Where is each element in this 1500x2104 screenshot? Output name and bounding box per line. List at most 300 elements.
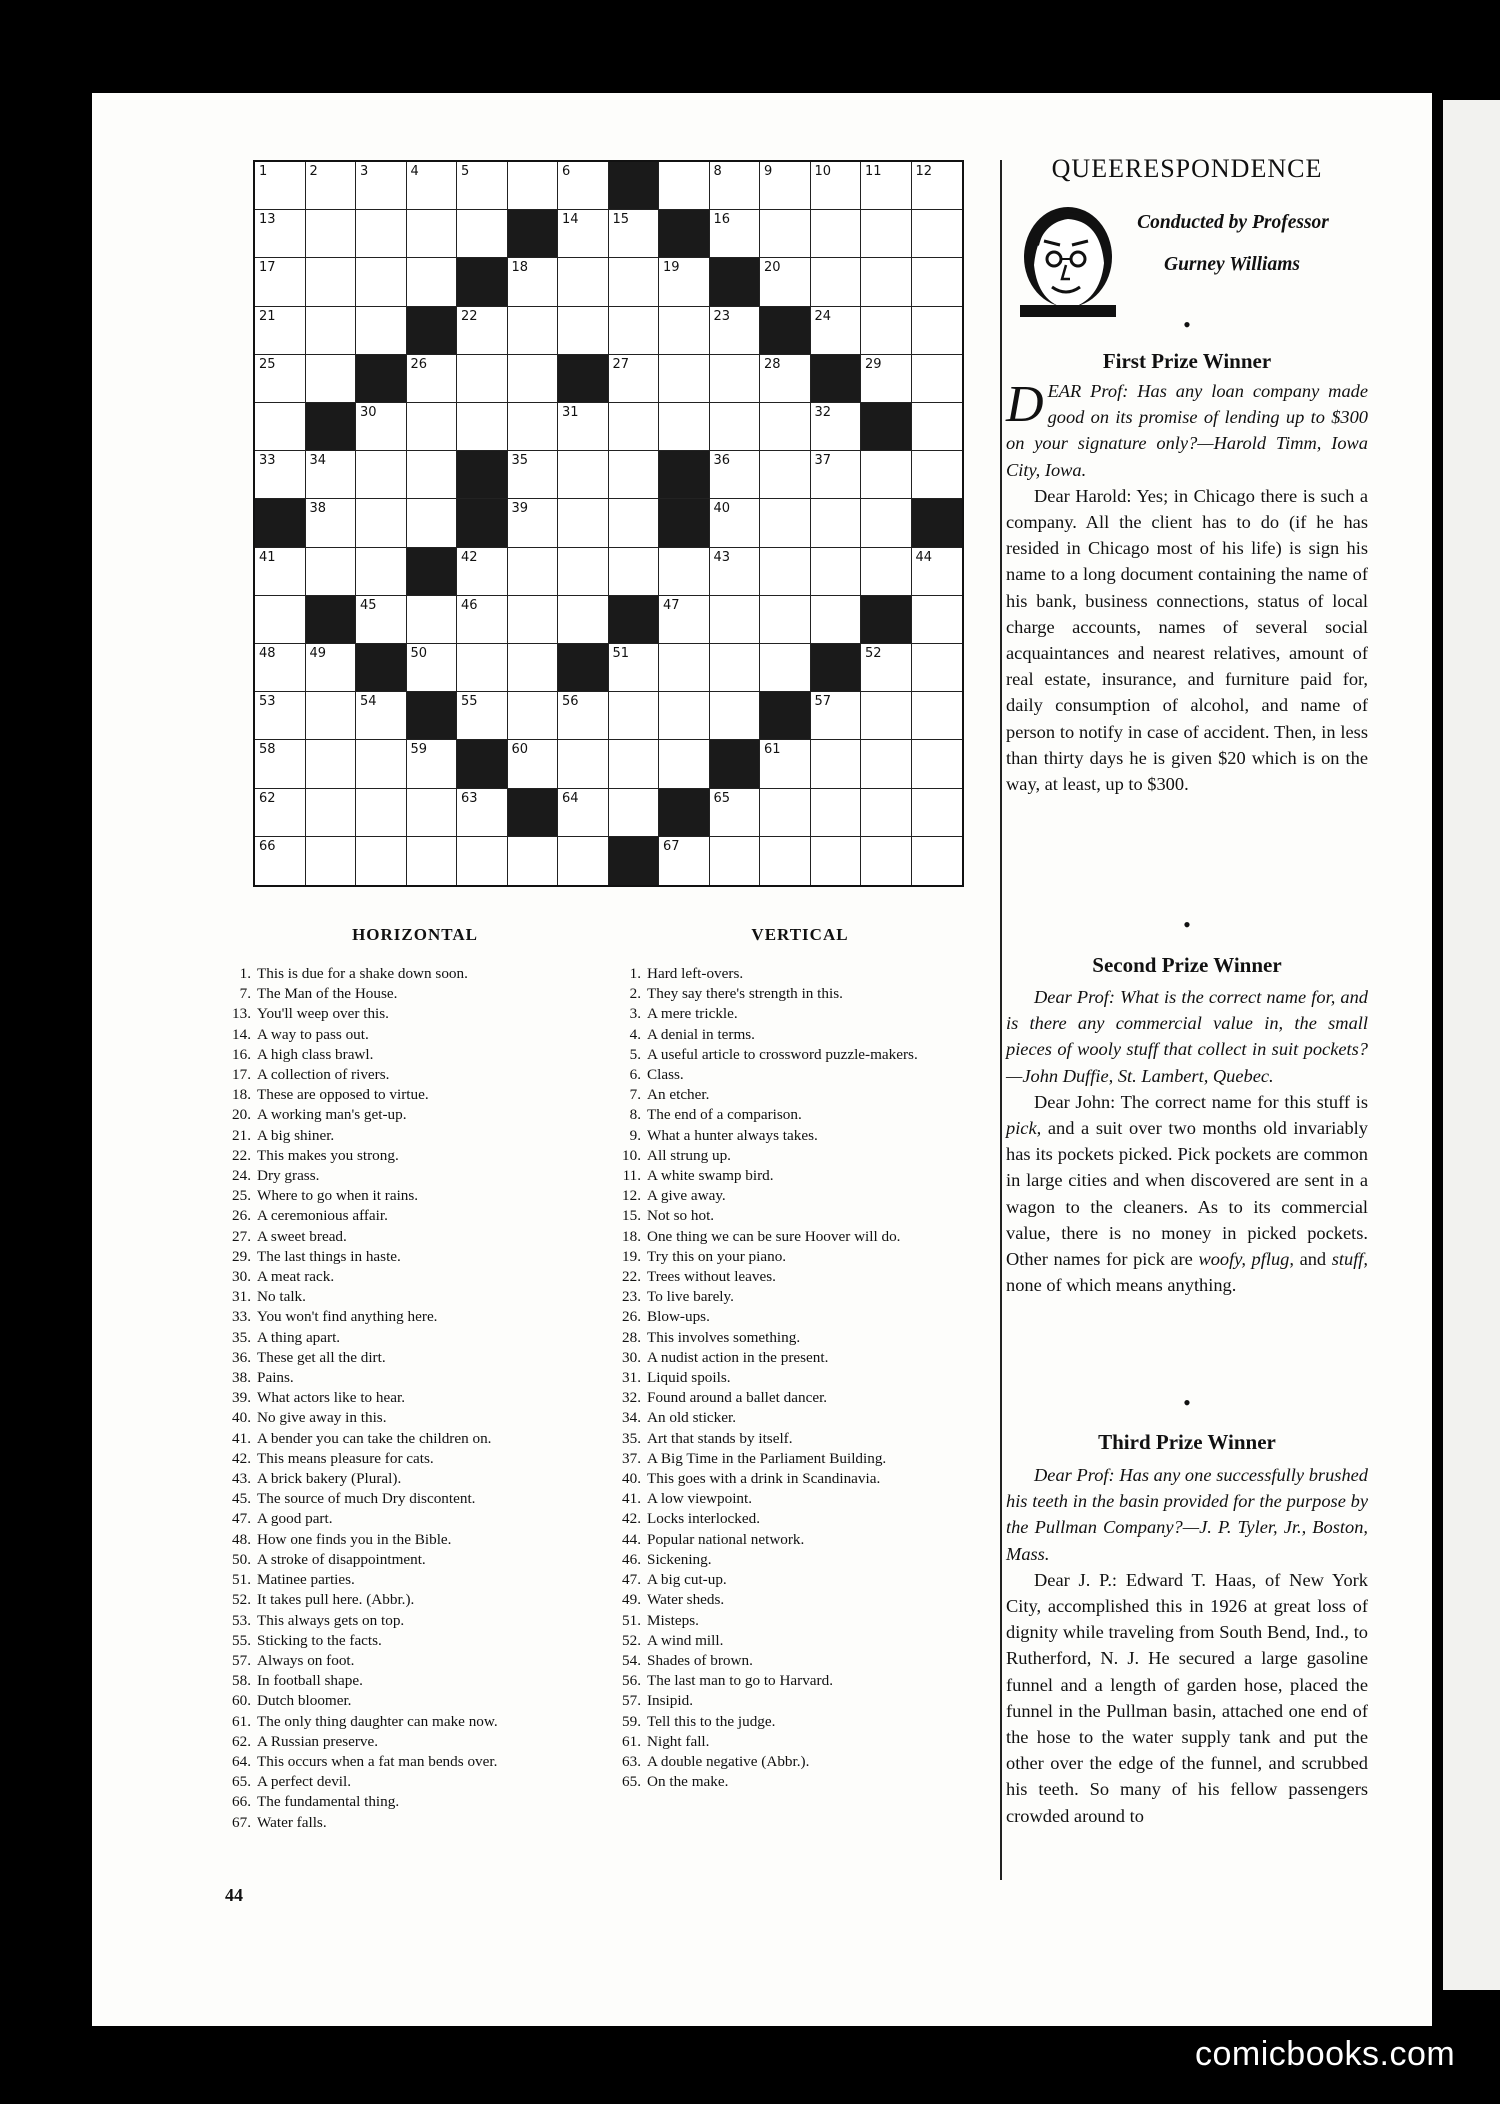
clue-text: Insipid. xyxy=(647,1692,693,1710)
clue-text: A thing apart. xyxy=(257,1328,341,1346)
cell-number: 47 xyxy=(663,597,680,613)
cell-number: 10 xyxy=(814,164,832,179)
cell-number: 56 xyxy=(562,694,579,710)
clue-number: 19. xyxy=(622,1247,641,1265)
clue-number: 35. xyxy=(232,1328,251,1346)
cell-number: 21 xyxy=(259,308,276,324)
cell-number: 62 xyxy=(259,790,276,806)
clue-number: 2. xyxy=(629,985,641,1003)
queerespondence-column xyxy=(1004,150,1370,184)
clue-number: 33. xyxy=(232,1308,251,1326)
vertical-clue xyxy=(605,1065,980,1085)
horizontal-clue xyxy=(215,1590,591,1610)
cell-number: 18 xyxy=(511,260,529,276)
crossword-cell xyxy=(306,162,357,210)
clue-number: 31. xyxy=(622,1369,641,1387)
clue-text: A give away. xyxy=(647,1187,726,1205)
clue-text: A brick bakery (Plural). xyxy=(257,1470,402,1488)
clue-number: 61. xyxy=(232,1712,251,1730)
crossword-cell xyxy=(710,403,761,451)
clue-number: 57. xyxy=(622,1692,641,1710)
clue-number: 65. xyxy=(622,1773,641,1791)
clue-text: No give away in this. xyxy=(257,1409,387,1427)
clue-number: 6. xyxy=(629,1066,641,1084)
vertical-clue xyxy=(605,1772,980,1792)
black-square xyxy=(609,596,660,644)
clue-number: 44. xyxy=(622,1530,641,1548)
clue-number: 41. xyxy=(232,1429,251,1447)
cell-number: 45 xyxy=(360,597,377,613)
crossword-cell xyxy=(508,307,559,355)
crossword-cell xyxy=(710,548,761,596)
crossword-cell xyxy=(407,451,458,499)
black-square xyxy=(659,451,710,499)
vertical-clue xyxy=(605,1025,980,1045)
clue-text: Night fall. xyxy=(647,1732,710,1750)
vertical-clue xyxy=(605,1509,980,1529)
black-square xyxy=(811,355,862,403)
cell-number: 32 xyxy=(814,405,832,420)
crossword-cell xyxy=(710,307,761,355)
horizontal-clue xyxy=(215,1247,591,1267)
clue-text: It takes pull here. (Abbr.). xyxy=(257,1591,415,1609)
clue-text: A perfect devil. xyxy=(257,1773,352,1791)
clue-text: Water falls. xyxy=(257,1813,327,1831)
clue-number: 21. xyxy=(232,1126,251,1144)
cell-number: 38 xyxy=(309,501,327,517)
clue-text: This means pleasure for cats. xyxy=(257,1449,434,1467)
vertical-clue xyxy=(605,1691,980,1711)
crossword-cell xyxy=(861,307,912,355)
cell-number: 63 xyxy=(461,790,478,806)
second-prize-question: Dear Prof: What is the correct name for, and is there any commercial value in, the small pieces of wooly stuff that collect in suit pockets?—John Duffie, St. Lambert, Quebec. xyxy=(1006,987,1368,1086)
crossword-cell xyxy=(306,548,357,596)
crossword-cell xyxy=(255,451,306,499)
clue-number: 30. xyxy=(232,1268,251,1286)
crossword-cell xyxy=(255,258,306,306)
cell-number: 17 xyxy=(259,260,276,276)
crossword-cell xyxy=(558,162,609,210)
crossword-grid xyxy=(253,160,964,887)
clue-text: Trees without leaves. xyxy=(647,1268,776,1286)
horizontal-clue xyxy=(215,1348,591,1368)
clue-number: 22. xyxy=(622,1268,641,1286)
horizontal-clue xyxy=(215,1328,591,1348)
crossword-cell xyxy=(659,355,710,403)
crossword-cell xyxy=(356,499,407,547)
cell-number: 26 xyxy=(410,356,428,372)
clue-number: 13. xyxy=(232,1005,251,1023)
crossword-cell xyxy=(609,499,660,547)
crossword-cell xyxy=(811,837,862,885)
horizontal-clue xyxy=(215,1631,591,1651)
clue-number: 7. xyxy=(239,985,251,1003)
cell-number: 22 xyxy=(461,308,478,324)
clue-text: A big cut-up. xyxy=(647,1571,727,1589)
crossword-cell xyxy=(306,789,357,837)
clue-text: All strung up. xyxy=(647,1146,731,1164)
crossword-cell xyxy=(407,162,458,210)
clue-text: A meat rack. xyxy=(257,1268,335,1286)
clue-text: Always on foot. xyxy=(257,1651,355,1669)
clue-number: 37. xyxy=(622,1449,641,1467)
clue-number: 49. xyxy=(622,1591,641,1609)
clue-number: 15. xyxy=(622,1207,641,1225)
first-prize-question: EAR Prof: Has any loan company made good on its promise of lending up to $300 on your signature only?—Harold Timm, Iowa City, Iowa. xyxy=(1006,381,1368,480)
clue-text: These are opposed to virtue. xyxy=(257,1086,429,1104)
clue-number: 39. xyxy=(232,1389,251,1407)
clue-number: 7. xyxy=(629,1086,641,1104)
clue-number: 27. xyxy=(232,1227,251,1245)
first-prize-heading: First Prize Winner xyxy=(1102,349,1272,373)
crossword-cell xyxy=(558,596,609,644)
crossword-cell xyxy=(306,837,357,885)
crossword-cell xyxy=(861,644,912,692)
crossword-cell xyxy=(457,307,508,355)
clue-text: How one finds you in the Bible. xyxy=(257,1530,452,1548)
horizontal-clue xyxy=(215,1105,591,1125)
crossword-cell xyxy=(912,740,963,788)
professor-portrait xyxy=(1014,205,1122,317)
black-square xyxy=(558,644,609,692)
horizontal-clue xyxy=(215,1267,591,1287)
clue-text: You'll weep over this. xyxy=(257,1005,389,1023)
clue-text: A low viewpoint. xyxy=(647,1490,753,1508)
clue-text: Hard left-overs. xyxy=(647,965,744,982)
crossword-cell xyxy=(255,403,306,451)
horizontal-clue xyxy=(215,1388,591,1408)
cell-number: 36 xyxy=(713,453,731,469)
crossword-cell xyxy=(811,548,862,596)
crossword-cells xyxy=(255,162,962,885)
crossword-cell xyxy=(407,499,458,547)
clue-text: Locks interlocked. xyxy=(647,1510,761,1528)
crossword-cell xyxy=(760,789,811,837)
crossword-cell xyxy=(609,548,660,596)
crossword-cell xyxy=(457,210,508,258)
horizontal-clue xyxy=(215,1671,591,1691)
crossword-cell xyxy=(356,548,407,596)
clue-text: The fundamental thing. xyxy=(257,1793,400,1811)
vertical-clue xyxy=(605,1388,980,1408)
cell-number: 23 xyxy=(713,308,731,324)
vertical-clue xyxy=(605,1126,980,1146)
crossword-cell xyxy=(457,596,508,644)
crossword-cell xyxy=(356,596,407,644)
crossword-cell xyxy=(407,789,458,837)
crossword-cell xyxy=(306,307,357,355)
clue-number: 32. xyxy=(622,1389,641,1407)
clue-number: 42. xyxy=(622,1510,641,1528)
cell-number: 50 xyxy=(410,646,428,661)
cell-number: 4 xyxy=(410,164,419,179)
crossword-cell xyxy=(710,789,761,837)
crossword-cell xyxy=(558,740,609,788)
clue-text: Try this on your piano. xyxy=(647,1247,787,1265)
cell-number: 42 xyxy=(461,549,478,565)
cell-number: 53 xyxy=(259,694,276,710)
horizontal-clue xyxy=(215,1489,591,1509)
horizontal-clue xyxy=(215,1025,591,1045)
cell-number: 34 xyxy=(309,453,327,469)
vertical-clue xyxy=(605,1732,980,1752)
vertical-clue xyxy=(605,1408,980,1428)
conducted-by-line2: Gurney Williams xyxy=(1164,254,1300,275)
horizontal-heading: HORIZONTAL xyxy=(352,925,478,944)
cell-number: 54 xyxy=(360,694,377,710)
cell-number: 24 xyxy=(814,308,832,324)
crossword-cell xyxy=(558,258,609,306)
clue-text: The source of much Dry discontent. xyxy=(257,1490,476,1508)
vertical-clue xyxy=(605,1227,980,1247)
clue-number: 25. xyxy=(232,1187,251,1205)
horizontal-clue xyxy=(215,1146,591,1166)
clue-text: A ceremonious affair. xyxy=(257,1207,388,1225)
second-answer-pick: pick, xyxy=(1006,1118,1042,1139)
crossword-cell xyxy=(659,258,710,306)
black-square xyxy=(306,403,357,451)
clue-number: 40. xyxy=(232,1409,251,1427)
clue-text: A sweet bread. xyxy=(257,1227,347,1245)
clue-text: Art that stands by itself. xyxy=(647,1429,793,1447)
clue-number: 41. xyxy=(622,1490,641,1508)
clue-number: 3. xyxy=(629,1005,641,1023)
black-square xyxy=(811,644,862,692)
clue-text: Blow-ups. xyxy=(647,1308,710,1326)
crossword-cell xyxy=(811,451,862,499)
vertical-clue xyxy=(605,1570,980,1590)
crossword-cell xyxy=(659,596,710,644)
clue-text: The end of a comparison. xyxy=(647,1106,802,1124)
vertical-clue xyxy=(605,984,980,1004)
horizontal-clue xyxy=(215,1429,591,1449)
black-square xyxy=(457,740,508,788)
crossword-cell xyxy=(912,644,963,692)
crossword-cell xyxy=(306,258,357,306)
cell-number: 57 xyxy=(814,694,832,710)
crossword-cell xyxy=(508,740,559,788)
horizontal-clue xyxy=(215,1368,591,1388)
horizontal-clue xyxy=(215,1792,591,1812)
crossword-cell xyxy=(457,837,508,885)
clue-number: 24. xyxy=(232,1167,251,1185)
crossword-cell xyxy=(558,307,609,355)
horizontal-clue xyxy=(215,1126,591,1146)
crossword-cell xyxy=(407,837,458,885)
crossword-cell xyxy=(811,692,862,740)
clue-text: A bender you can take the children on. xyxy=(257,1429,492,1447)
crossword-cell xyxy=(356,210,407,258)
cell-number: 2 xyxy=(309,164,318,179)
clue-text: These get all the dirt. xyxy=(257,1348,386,1366)
crossword-cell xyxy=(255,355,306,403)
cell-number: 20 xyxy=(764,260,781,276)
cell-number: 65 xyxy=(713,790,731,806)
crossword-cell xyxy=(912,692,963,740)
clue-text: This involves something. xyxy=(647,1328,801,1346)
clue-text: Dry grass. xyxy=(257,1167,320,1185)
clue-number: 54. xyxy=(622,1651,641,1669)
column-title: QUEERESPONDENCE xyxy=(1051,154,1323,183)
crossword-cell xyxy=(255,548,306,596)
crossword-cell xyxy=(558,403,609,451)
crossword-cell xyxy=(861,210,912,258)
horizontal-clue xyxy=(215,1813,591,1833)
crossword-cell xyxy=(710,162,761,210)
cell-number: 19 xyxy=(663,260,680,276)
black-square xyxy=(508,210,559,258)
crossword-cell xyxy=(356,258,407,306)
clue-text: A big shiner. xyxy=(257,1126,335,1144)
clue-text: The Man of the House. xyxy=(257,985,398,1003)
third-prize-answer: Dear J. P.: Edward T. Haas, of New York City, accomplished this in 1926 at great loss of dignity while traveling from South Bend, Ind., to Rutherford, N. J. He secured a large gasoline funnel and a length of garden hose, placed the funnel in the Pullman basin, attached one end of the hose to the water supply tank and put the other over the edge of the funnel, and scrubbed his teeth. So many of his fellow passengers crowded around to xyxy=(1006,1569,1368,1826)
clue-number: 1. xyxy=(239,965,251,982)
crossword-cell xyxy=(710,837,761,885)
clue-number: 12. xyxy=(622,1187,641,1205)
cell-number: 8 xyxy=(713,164,722,179)
cell-number: 67 xyxy=(663,838,680,854)
black-square xyxy=(457,451,508,499)
clue-text: Found around a ballet dancer. xyxy=(647,1389,828,1407)
crossword-cell xyxy=(407,258,458,306)
clue-number: 26. xyxy=(622,1308,641,1326)
vertical-clue xyxy=(605,1550,980,1570)
clue-number: 62. xyxy=(232,1732,251,1750)
crossword-cell xyxy=(760,837,811,885)
clue-text: An etcher. xyxy=(647,1086,710,1104)
clue-text: They say there's strength in this. xyxy=(647,985,843,1003)
horizontal-clue xyxy=(215,1509,591,1529)
cell-number: 13 xyxy=(259,212,276,228)
crossword-cell xyxy=(811,499,862,547)
crossword-cell xyxy=(760,210,811,258)
crossword-cell xyxy=(811,789,862,837)
cell-number: 48 xyxy=(259,646,276,661)
clue-number: 29. xyxy=(232,1247,251,1265)
crossword-cell xyxy=(861,499,912,547)
second-prize-text xyxy=(1006,984,1368,1298)
clue-number: 63. xyxy=(622,1752,641,1770)
crossword-cell xyxy=(356,403,407,451)
black-square xyxy=(356,355,407,403)
vertical-clue xyxy=(605,1651,980,1671)
cell-number: 31 xyxy=(562,405,579,420)
crossword-cell xyxy=(508,499,559,547)
crossword-cell xyxy=(306,740,357,788)
cell-number: 60 xyxy=(511,742,529,758)
clue-number: 1. xyxy=(629,965,641,982)
first-prize-dropcap: D xyxy=(1006,376,1044,433)
clue-text: The last things in haste. xyxy=(257,1247,401,1265)
crossword-cell xyxy=(760,162,811,210)
crossword-cell xyxy=(356,162,407,210)
crossword-cell xyxy=(912,596,963,644)
clue-text: A good part. xyxy=(257,1510,333,1528)
horizontal-clue xyxy=(215,1712,591,1732)
crossword-cell xyxy=(811,210,862,258)
clue-number: 51. xyxy=(232,1571,251,1589)
clue-number: 36. xyxy=(232,1348,251,1366)
clue-text: A mere trickle. xyxy=(647,1005,738,1023)
crossword-cell xyxy=(760,451,811,499)
clue-number: 51. xyxy=(622,1611,641,1629)
clue-text: One thing we can be sure Hoover will do. xyxy=(647,1227,901,1245)
vertical-clue xyxy=(605,1166,980,1186)
clue-number: 42. xyxy=(232,1449,251,1467)
clue-number: 47. xyxy=(622,1571,641,1589)
crossword-cell xyxy=(659,644,710,692)
crossword-cell xyxy=(912,210,963,258)
crossword-cell xyxy=(508,355,559,403)
clue-number: 35. xyxy=(622,1429,641,1447)
clue-number: 23. xyxy=(622,1288,641,1306)
black-square xyxy=(760,307,811,355)
vertical-clue xyxy=(605,1105,980,1125)
clue-text: Class. xyxy=(647,1066,684,1084)
watermark: comicbooks.com xyxy=(1195,2035,1456,2073)
crossword-cell xyxy=(255,596,306,644)
clue-number: 34. xyxy=(622,1409,641,1427)
clue-text: To live barely. xyxy=(647,1288,734,1306)
vertical-clue-list xyxy=(605,964,980,1792)
clue-number: 52. xyxy=(232,1591,251,1609)
clue-text: A denial in terms. xyxy=(647,1025,755,1043)
clue-text: On the make. xyxy=(647,1773,729,1791)
crossword-cell xyxy=(356,789,407,837)
crossword-cell xyxy=(457,644,508,692)
clue-text: What a hunter always takes. xyxy=(647,1126,818,1144)
crossword-cell xyxy=(457,162,508,210)
crossword-cell xyxy=(457,548,508,596)
crossword-cell xyxy=(558,499,609,547)
crossword-cell xyxy=(508,837,559,885)
black-square xyxy=(407,548,458,596)
crossword-cell xyxy=(811,740,862,788)
cell-number: 66 xyxy=(259,838,276,854)
crossword-cell xyxy=(912,258,963,306)
bullet-2: • xyxy=(1183,912,1191,937)
crossword-cell xyxy=(912,162,963,210)
black-square xyxy=(457,499,508,547)
crossword-cell xyxy=(710,499,761,547)
crossword-cell xyxy=(811,162,862,210)
crossword-cell xyxy=(255,740,306,788)
vertical-clue xyxy=(605,1611,980,1631)
crossword-cell xyxy=(356,451,407,499)
black-square xyxy=(508,789,559,837)
crossword-cell xyxy=(861,162,912,210)
clue-number: 52. xyxy=(622,1631,641,1649)
black-square xyxy=(710,740,761,788)
cell-number: 16 xyxy=(713,212,731,228)
crossword-cell xyxy=(609,403,660,451)
bullet-1: • xyxy=(1183,312,1191,337)
cell-number: 27 xyxy=(612,356,630,372)
second-prize-heading: Second Prize Winner xyxy=(1092,953,1282,977)
crossword-cell xyxy=(912,548,963,596)
horizontal-clue xyxy=(215,1651,591,1671)
vertical-clue xyxy=(605,1085,980,1105)
cell-number: 11 xyxy=(865,164,882,179)
horizontal-clue xyxy=(215,984,591,1004)
cell-number: 9 xyxy=(764,164,773,179)
clue-text: In football shape. xyxy=(257,1672,363,1690)
horizontal-clue xyxy=(215,1611,591,1631)
black-square xyxy=(558,355,609,403)
crossword-cell xyxy=(609,789,660,837)
crossword-cell xyxy=(861,258,912,306)
crossword-cell xyxy=(508,644,559,692)
